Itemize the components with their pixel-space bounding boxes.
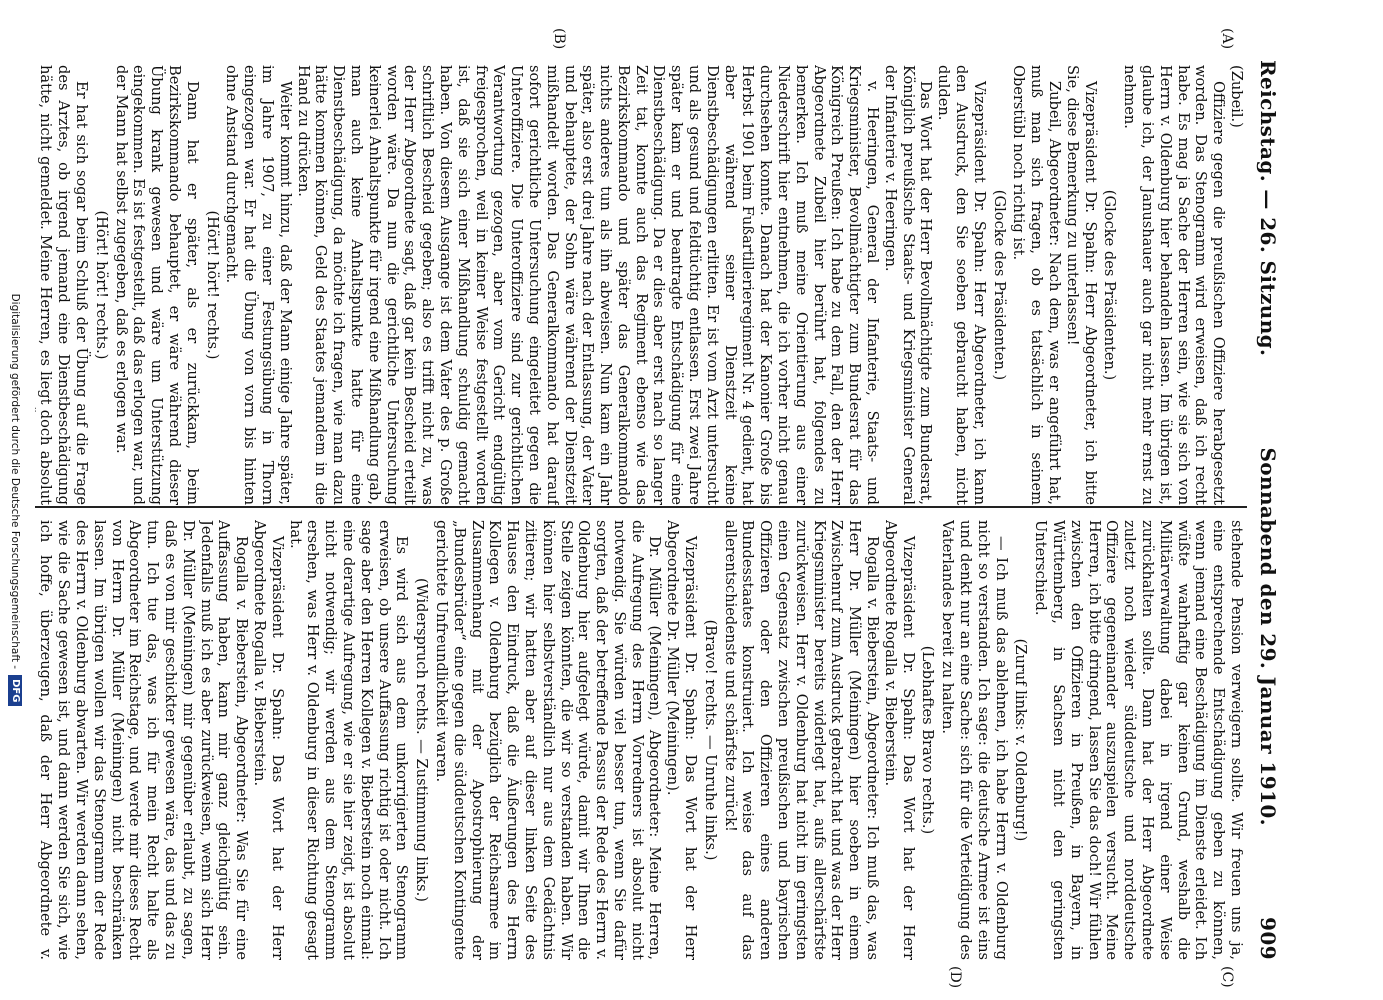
paragraph: Dann hat er später, als er zurückkam, beim Bezirkskommando behauptet, er wäre während dieser Übung krank gewesen und wäre um Unterstützung eingekommen. Es ist festgestellt, daß das erlogen war, und der Mann hat selbst zugegeben, daß es erlogen war. xyxy=(112,65,201,505)
paragraph: Dr. Müller (Meiningen), Abgeordneter: Meine Herren, die Aufregung des Herrn Vorredners ist absolut nicht notwendig. Sie würden viel besser tun, wenn Sie dafür sorgten, daß der betreffende Passus der Rede des Herrn v. Oldenburg hier aufgelegt würde, damit wir Ihnen die Stelle zeigen könnten, die wir so verstanden haben. Wir können hier selbstverständlich nur aus dem Gedächtnis zitieren; wir hatten aber auf dieser linken Seite des Hauses den Eindruck, daß die Äußerungen des Herrn Kollegen v. Oldenburg bezüglich der Reichsarmee im Zusammenhang mit der Apostrophierung der „Bundesbrüder“ eine gegen die süddeutschen Kontingente gerichtete Unfreundlichkeit waren. xyxy=(432,520,664,960)
interjection: (Hört! hört! rechts.) xyxy=(92,210,110,360)
paragraph: Vizepräsident Dr. Spahn: Herr Abgeordneter, ich bitte Sie, diese Bemerkung zu unterlassen! xyxy=(1063,65,1099,505)
interjection: (Bravo! rechts. — Unruhe links.) xyxy=(701,619,719,861)
interjection: (Widerspruch rechts. — Zustimmung links.) xyxy=(413,578,431,902)
paragraph: Zubeil, Abgeordneter: Nach dem, was er angeführt hat, muß man sich fragen, ob es tatsächlich in seinem Oberstübl noch richtig ist. xyxy=(1010,65,1064,505)
footer-text: Digitalisierung gefördert durch die Deutsche Forschungsgemeinschaft - xyxy=(9,293,21,670)
paragraph: Das Wort hat der Herr Bevollmächtigte zum Bundesrat, Königlich preußische Staats- und Kriegsminister General der Infanterie v. Heeringen. xyxy=(881,65,935,505)
paragraph: Vizepräsident Dr. Spahn: Herr Abgeordneter, ich kann den Ausdruck, den Sie soeben gebraucht haben, nicht dulden. xyxy=(935,65,988,505)
margin-marker-d: (D) xyxy=(947,966,963,989)
paragraph: Es wird sich aus dem unkorrigierten Stenogramm erweisen, ob unsere Auffassung richtig ist oder nicht. Ich sage aber den Herren Kollegen v. Bieberstein noch einmal: eine derartige Aufregung, wie er sie hier zeigt, ist absolut nicht notwendig; wir werden aus dem Stenogramm ersehen, was Herr v. Oldenburg in dieser Richtung gesagt hat. xyxy=(286,520,411,960)
interjection: (Hört! hört! rechts.) xyxy=(203,210,221,360)
text-column-left xyxy=(35,65,1245,505)
paragraph: Er hat sich sogar beim Schluß der Übung auf die Frage des Arztes, ob irgend jemand eine Dienstbeschädigung hätte, nicht gemeldet. Meine Herren, es liegt doch absolut xyxy=(37,65,90,505)
margin-marker-b: (B) xyxy=(551,28,567,50)
paragraph: Offiziere gegen die preußischen Offiziere herabgesetzt worden. Das Stenogramm wird erweisen, daß ich recht habe. Es mag ja Sache der Herren sein, wie sie sich von Herrn v. Oldenburg hier behandeln lassen. Im übrigen ist, glaube ich, der Janushauer auch gar nicht mehr ernst zu nehmen. xyxy=(1121,65,1228,505)
interjection: (Lebhaftes Bravo rechts.) xyxy=(919,645,937,835)
margin-marker-c: (C) xyxy=(1219,966,1235,988)
paragraph: Rogalla v. Bieberstein, Abgeordneter: Ich muß das, was Herr Dr. Müller (Meiningen) hier soeben in einem Zwischenruf zum Ausdruck gebracht hat und was der Herr Kriegsminister bereits widerlegt hat, aufs allerschärfste zurückweisen. Herr v. Oldenburg hat nicht im geringsten einen Gegensatz zwischen preußischen und bayrischen Offizieren oder den Offizieren eines anderen Bundesstaates konstruiert. Ich weise das auf das allerentschiedenste und schärfste zurück! xyxy=(721,520,882,960)
paragraph: stehende Pension verweigern sollte. Wir freuen uns ja, eine entsprechende Entschädigung geben zu können, wenn jemand eine Beschädigung im Dienste erleidet. Ich wüßte wahrhaftig gar keinen Grund, weshalb die Militärverwaltung dabei in irgend einer Weise zurückhalten sollte. Dann hat der Herr Abgeordnete zuletzt noch wieder süddeutsche und norddeutsche Offiziere gegeneinander auszuspielen versucht. Meine Herren, ich bitte dringend, lassen Sie das doch! Wir fühlen zwischen den Offizieren in Preußen, in Bayern, in Württemberg, in Sachsen nicht den geringsten Unterschied. xyxy=(1032,520,1245,960)
paragraph: Vizepräsident Dr. Spahn: Das Wort hat der Herr Abgeordnete Rogalla v. Bieberstein. xyxy=(250,520,286,960)
interjection: (Glocke des Präsidenten.) xyxy=(990,189,1008,381)
paragraph: Vizepräsident Dr. Spahn: Das Wort hat der Herr Abgeordnete Dr. Müller (Meiningen). xyxy=(664,520,700,960)
scanned-page xyxy=(5,0,1295,1000)
digitization-footer xyxy=(5,0,25,1000)
paragraph: Weiter kommt hinzu, daß der Mann einige Jahre später, im Jahre 1907, zu einer Festungsübung in Thorn eingezogen war. Er hat die Übung von vorn bis hinten ohne Anstand durchgemacht. xyxy=(223,65,294,505)
margin-marker-a: (A) xyxy=(1219,28,1235,50)
header-left: Reichstag. — 26. Sitzung. xyxy=(1256,60,1280,357)
column-divider xyxy=(35,506,1247,508)
text-column-right xyxy=(35,520,1245,960)
dfg-logo: DFG xyxy=(8,675,22,706)
page-header xyxy=(1251,60,1285,960)
interjection: (Glocke des Präsidenten.) xyxy=(1101,189,1119,381)
paragraph: — Ich muß das ablehnen, ich habe Herrn v. Oldenburg nicht so verstanden. Ich sage: die deutsche Armee ist eins und denkt nur an eine Sache: sich für die Verteidigung des Vaterlandes bereit zu halten. xyxy=(939,520,1010,960)
paragraph: Vizepräsident Dr. Spahn: Das Wort hat der Herr Abgeordnete Rogalla v. Bieberstein. xyxy=(881,520,917,960)
paragraph: v. Heeringen, General der Infanterie, Staats- und Kriegsminister, Bevollmächtigter zum Bundesrat für das Königreich Preußen: Ich habe zu dem Fall, den der Herr Abgeordnete Zubeil hier berührt hat, folgendes zu bemerken. Ich muß meine Orientierung aus einer Niederschrift hier entnehmen, die ich vorher nicht genau durchsehen konnte. Danach hat der Kanonier Große bis Herbst 1901 beim Fußartillerieregiment Nr. 4 gedient, hat aber während seiner Dienstzeit keine Dienstbeschädigungen erlitten. Er ist vom Arzt untersucht und als gesund und feldtüchtig entlassen. Erst zwei Jahre später kam er und beantragte Entschädigung für eine Dienstbeschädigung. Da er dies aber erst nach so langer Zeit tat, konnte auch das Regiment ebenso wie das Bezirkskommando und später das Generalkommando nichts anderes tun als ihn abweisen. Nun kam ein Jahr später, also erst drei Jahre nach der Entlassung, der Vater und behauptete, der Sohn wäre während der Dienstzeit mißhandelt worden. Das Generalkommando hat darauf sofort gerichtliche Untersuchung eingeleitet gegen die Unteroffiziere. Die Unteroffiziere sind zur gerichtlichen Verantwortung gezogen, aber vom Gericht endgültig freigesprochen, weil in keiner Weise festgestellt worden ist, daß sie sich einer Mißhandlung schuldig gemacht haben. Von diesem Ausgange ist dem Vater des p. Große schriftlich Bescheid gegeben; also es trifft nicht zu, was der Herr Abgeordnete sagt, daß gar kein Bescheid erteilt worden wäre. Da nun die gerichtliche Untersuchung keinerlei Anhaltspunkte für irgend eine Mißhandlung gab, man auch keine Anhaltspunkte hatte für eine Dienstbeschädigung, da möchte ich fragen, wie man dazu hätte kommen können, Geld des Staates jemandem in die Hand zu drücken. xyxy=(294,65,882,505)
interjection: (Zuruf links: v. Oldenburg!) xyxy=(1012,638,1030,842)
page-number: 909 xyxy=(1256,917,1280,960)
header-date: Sonnabend den 29. Januar 1910. xyxy=(1256,447,1280,827)
paragraph: Rogalla v. Bieberstein, Abgeordneter: Was Sie für eine Auffassung haben, kann mir ganz gleichgültig sein. Jedenfalls muß ich es aber zurückweisen, wenn sich Herr Dr. Müller (Meiningen) mir gegenüber erlaubt, zu sagen, daß es von mir geschickter gewesen wäre, das und das zu tun. Ich tue das, was ich für mein Recht halte als Abgeordneter im Reichstage, und werde mir dieses Recht von Herrn Dr. Müller (Meiningen) nicht beschränken lassen. Im übrigen wollen wir das Stenogramm der Rede des Herrn v. Oldenburg abwarten. Wir werden dann sehen, wie die Sache gewesen ist, und dann werden Sie sich, wie ich hoffe, überzeugen, daß der Herr Abgeordnete v. xyxy=(37,520,251,960)
paragraph: (Zubeil.) xyxy=(1228,65,1245,128)
